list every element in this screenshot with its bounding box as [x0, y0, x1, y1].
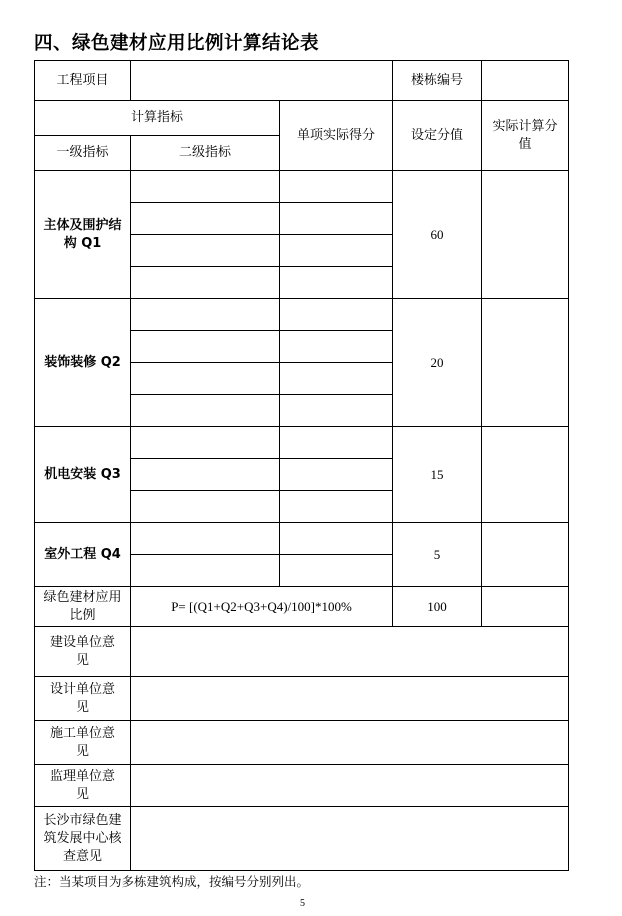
q3-sub-3[interactable] — [131, 491, 280, 523]
ratio-formula: P= [(Q1+Q2+Q3+Q4)/100]*100% — [131, 587, 393, 627]
q4-score-2[interactable] — [280, 555, 393, 587]
q1-score-3[interactable] — [280, 235, 393, 267]
q2-sub-2[interactable] — [131, 331, 280, 363]
ratio-value: 100 — [393, 587, 482, 627]
opinion-supervision-value[interactable] — [131, 765, 569, 807]
project-label: 工程项目 — [35, 61, 131, 101]
q1-sub-4[interactable] — [131, 267, 280, 299]
group-q3-actual[interactable] — [482, 427, 569, 523]
group-q4-actual[interactable] — [482, 523, 569, 587]
opinion-builder-value[interactable] — [131, 721, 569, 765]
opinion-design-value[interactable] — [131, 677, 569, 721]
group-q2-actual[interactable] — [482, 299, 569, 427]
group-q1-actual[interactable] — [482, 171, 569, 299]
opinion-design-label: 设计单位意见 — [35, 677, 131, 721]
page-title: 四、绿色建材应用比例计算结论表 — [34, 33, 320, 54]
q4-sub-2[interactable] — [131, 555, 280, 587]
set-score-header: 设定分值 — [393, 101, 482, 171]
level1-header: 一级指标 — [35, 136, 131, 171]
q1-score-4[interactable] — [280, 267, 393, 299]
conclusion-table — [34, 60, 569, 871]
q1-sub-2[interactable] — [131, 203, 280, 235]
page-number: 5 — [300, 898, 305, 909]
q1-score-2[interactable] — [280, 203, 393, 235]
calc-index-header: 计算指标 — [35, 101, 280, 136]
building-no-value[interactable] — [482, 61, 569, 101]
group-q4-name: 室外工程 Q4 — [35, 523, 131, 587]
opinion-builder-label: 施工单位意见 — [35, 721, 131, 765]
footnote: 注：当某项目为多栋建筑构成，按编号分别列出。 — [34, 874, 310, 889]
q3-sub-2[interactable] — [131, 459, 280, 491]
opinion-construction-value[interactable] — [131, 627, 569, 677]
q3-score-1[interactable] — [280, 427, 393, 459]
q4-score-1[interactable] — [280, 523, 393, 555]
single-score-header: 单项实际得分 — [280, 101, 393, 171]
group-q2-name: 装饰装修 Q2 — [35, 299, 131, 427]
q4-sub-1[interactable] — [131, 523, 280, 555]
q3-sub-1[interactable] — [131, 427, 280, 459]
q2-score-1[interactable] — [280, 299, 393, 331]
ratio-label: 绿色建材应用比例 — [35, 587, 131, 627]
q2-score-4[interactable] — [280, 395, 393, 427]
ratio-actual[interactable] — [482, 587, 569, 627]
q3-score-3[interactable] — [280, 491, 393, 523]
q2-sub-4[interactable] — [131, 395, 280, 427]
opinion-supervision-label: 监理单位意见 — [35, 765, 131, 807]
opinion-center-value[interactable] — [131, 807, 569, 871]
project-value[interactable] — [131, 61, 393, 101]
building-no-label: 楼栋编号 — [393, 61, 482, 101]
q1-sub-3[interactable] — [131, 235, 280, 267]
q2-sub-3[interactable] — [131, 363, 280, 395]
group-q1-set-score: 60 — [393, 171, 482, 299]
group-q1-name: 主体及围护结构 Q1 — [35, 171, 131, 299]
actual-score-header: 实际计算分值 — [482, 101, 569, 171]
group-q2-set-score: 20 — [393, 299, 482, 427]
opinion-construction-label: 建设单位意见 — [35, 627, 131, 677]
group-q3-name: 机电安装 Q3 — [35, 427, 131, 523]
group-q4-set-score: 5 — [393, 523, 482, 587]
q2-score-2[interactable] — [280, 331, 393, 363]
q2-score-3[interactable] — [280, 363, 393, 395]
q1-score-1[interactable] — [280, 171, 393, 203]
group-q3-set-score: 15 — [393, 427, 482, 523]
level2-header: 二级指标 — [131, 136, 280, 171]
q2-sub-1[interactable] — [131, 299, 280, 331]
opinion-center-label: 长沙市绿色建筑发展中心核查意见 — [35, 807, 131, 871]
q3-score-2[interactable] — [280, 459, 393, 491]
q1-sub-1[interactable] — [131, 171, 280, 203]
